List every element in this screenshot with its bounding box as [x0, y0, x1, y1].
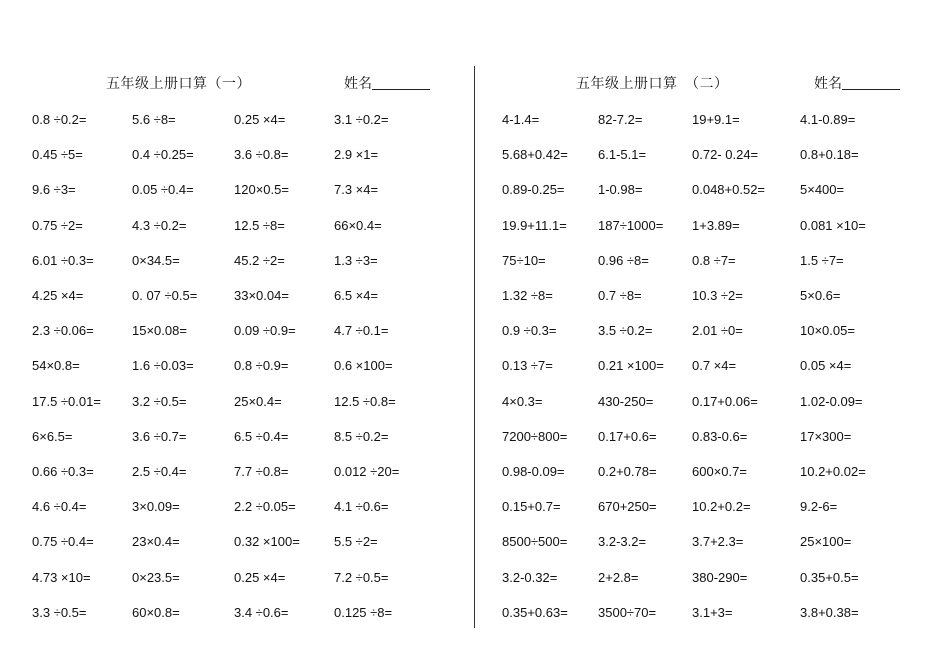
- left-problem: 5.6 ÷8=: [132, 112, 176, 127]
- left-problem: 120×0.5=: [234, 182, 289, 198]
- right-problem: 430-250=: [598, 393, 654, 409]
- right-problem: 1.02-0.09=: [800, 393, 863, 409]
- left-problem: 0. 07 ÷0.5=: [132, 288, 198, 303]
- right-problem: 670+250=: [598, 499, 657, 515]
- right-problem: 4-1.4=: [502, 112, 540, 127]
- right-problem: 10×0.05=: [800, 323, 855, 339]
- right-name-field: [814, 73, 900, 93]
- left-problem: 54×0.8=: [32, 358, 80, 374]
- right-problem: 0.8 ÷7=: [692, 252, 736, 268]
- right-problem: 3.5 ÷0.2=: [598, 323, 653, 339]
- left-problem: 15×0.08=: [132, 323, 187, 339]
- left-problem: 0×23.5=: [132, 569, 180, 585]
- right-problem: 5×400=: [800, 182, 845, 198]
- right-problem: 0.96 ÷8=: [598, 252, 649, 268]
- left-problem: 4.3 ÷0.2=: [132, 217, 187, 233]
- left-problem: 0.66 ÷0.3=: [32, 464, 94, 479]
- right-problem: 380-290=: [692, 569, 748, 585]
- left-problem: 3.3 ÷0.5=: [32, 604, 87, 620]
- right-problem: 0.9 ÷0.3=: [502, 323, 557, 339]
- right-problem: 3500÷70=: [598, 604, 657, 620]
- right-problem: 3.2-0.32=: [502, 569, 558, 585]
- left-problem: 12.5 ÷0.8=: [334, 393, 396, 409]
- left-problem: 2.9 ×1=: [334, 147, 379, 163]
- right-name-blank: [842, 75, 900, 90]
- right-problem: 0.081 ×10=: [800, 217, 866, 233]
- left-problem: 23×0.4=: [132, 534, 180, 550]
- right-problem: 2+2.8=: [598, 569, 639, 585]
- left-problem: 66×0.4=: [334, 217, 382, 233]
- right-problem: 7200÷800=: [502, 428, 568, 444]
- left-problem: 3.6 ÷0.7=: [132, 428, 187, 444]
- right-name-label: 姓名: [814, 76, 842, 92]
- right-problem: 3.7+2.3=: [692, 534, 744, 550]
- right-problem: 8500÷500=: [502, 534, 568, 550]
- right-problem: 9.2-6=: [800, 499, 838, 515]
- right-problem: 600×0.7=: [692, 464, 747, 479]
- left-title: 五年级上册口算（一）: [106, 76, 251, 92]
- left-problem: 2.2 ÷0.05=: [234, 499, 296, 515]
- right-problem: 0.17+0.06=: [692, 393, 758, 409]
- left-problem: 0.32 ×100=: [234, 534, 300, 550]
- left-name-label: 姓名: [344, 76, 372, 92]
- left-problem: 3.1 ÷0.2=: [334, 112, 389, 127]
- right-problem: 0.98-0.09=: [502, 464, 565, 479]
- right-problem: 187÷1000=: [598, 217, 664, 233]
- right-problem: 6.1-5.1=: [598, 147, 647, 163]
- right-problem: 3.8+0.38=: [800, 604, 859, 620]
- left-problem: 4.73 ×10=: [32, 569, 91, 585]
- left-name-blank: [372, 75, 430, 90]
- right-problem: 0.05 ×4=: [800, 358, 852, 374]
- right-problem: 82-7.2=: [598, 112, 643, 127]
- right-problem: 19+9.1=: [692, 112, 740, 127]
- left-problem: 4.1 ÷0.6=: [334, 499, 389, 515]
- left-problem: 45.2 ÷2=: [234, 252, 285, 268]
- right-problem: 4.1-0.89=: [800, 112, 856, 127]
- left-problem: 9.6 ÷3=: [32, 182, 76, 198]
- left-problem: 0.012 ÷20=: [334, 464, 400, 479]
- right-problem: 0.048+0.52=: [692, 182, 766, 198]
- left-problem: 17.5 ÷0.01=: [32, 393, 101, 409]
- left-problem: 0×34.5=: [132, 252, 180, 268]
- right-problem: 1+3.89=: [692, 217, 740, 233]
- left-problem: 0.8 ÷0.2=: [32, 112, 87, 127]
- left-problem: 6.5 ÷0.4=: [234, 428, 289, 444]
- right-problem: 0.89-0.25=: [502, 182, 565, 198]
- right-problem: 0.72- 0.24=: [692, 147, 759, 163]
- left-problem: 0.05 ÷0.4=: [132, 182, 194, 198]
- left-problem: 3×0.09=: [132, 499, 180, 515]
- right-problem: 0.2+0.78=: [598, 464, 657, 479]
- right-problem: 0.21 ×100=: [598, 358, 664, 374]
- right-problem: 0.13 ÷7=: [502, 358, 553, 374]
- right-problem: 10.2+0.2=: [692, 499, 751, 515]
- left-problem: 4.25 ×4=: [32, 288, 84, 303]
- left-problem: 0.09 ÷0.9=: [234, 323, 296, 339]
- right-problem: 0.15+0.7=: [502, 499, 561, 515]
- right-problem: 0.7 ×4=: [692, 358, 737, 374]
- left-problem: 2.5 ÷0.4=: [132, 464, 187, 479]
- right-title: 五年级上册口算 （二）: [576, 76, 729, 92]
- right-problem: 0.17+0.6=: [598, 428, 657, 444]
- right-problem: 17×300=: [800, 428, 852, 444]
- left-problem: 60×0.8=: [132, 604, 180, 620]
- right-problem: 0.7 ÷8=: [598, 288, 642, 303]
- left-problem: 12.5 ÷8=: [234, 217, 285, 233]
- left-problem: 7.2 ÷0.5=: [334, 569, 389, 585]
- right-problem: 10.3 ÷2=: [692, 288, 743, 303]
- page-divider: [474, 66, 475, 628]
- right-problem: 10.2+0.02=: [800, 464, 866, 479]
- right-problem: 0.35+0.5=: [800, 569, 859, 585]
- left-problem: 0.75 ÷2=: [32, 217, 83, 233]
- right-problem: 2.01 ÷0=: [692, 323, 743, 339]
- left-problem: 6.5 ×4=: [334, 288, 379, 303]
- right-problem: 5.68+0.42=: [502, 147, 568, 163]
- right-problem: 5×0.6=: [800, 288, 841, 303]
- left-problem: 5.5 ÷2=: [334, 534, 378, 550]
- left-problem: 6.01 ÷0.3=: [32, 252, 94, 268]
- left-name-field: [344, 73, 430, 93]
- left-problem: 0.4 ÷0.25=: [132, 147, 194, 163]
- left-problem: 4.6 ÷0.4=: [32, 499, 87, 515]
- right-problem: 25×100=: [800, 534, 852, 550]
- right-problem: 1-0.98=: [598, 182, 643, 198]
- right-problem: 75÷10=: [502, 252, 546, 268]
- left-problem: 0.25 ×4=: [234, 112, 286, 127]
- right-problem: 0.35+0.63=: [502, 604, 568, 620]
- right-problem: 1.5 ÷7=: [800, 252, 844, 268]
- left-problem: 0.45 ÷5=: [32, 147, 83, 163]
- left-problem: 0.25 ×4=: [234, 569, 286, 585]
- left-problem: 0.125 ÷8=: [334, 604, 393, 620]
- left-problem: 0.6 ×100=: [334, 358, 393, 374]
- left-problem: 1.6 ÷0.03=: [132, 358, 194, 374]
- left-problem: 6×6.5=: [32, 428, 73, 444]
- right-problem: 0.8+0.18=: [800, 147, 859, 163]
- right-problem: 4×0.3=: [502, 393, 543, 409]
- right-problem: 19.9+11.1=: [502, 217, 567, 233]
- left-problem: 0.8 ÷0.9=: [234, 358, 289, 374]
- right-problem: 0.83-0.6=: [692, 428, 748, 444]
- left-problem: 7.3 ×4=: [334, 182, 379, 198]
- left-problem: 3.4 ÷0.6=: [234, 604, 289, 620]
- right-problem: 3.1+3=: [692, 604, 733, 620]
- left-problem: 1.3 ÷3=: [334, 252, 378, 268]
- left-problem: 4.7 ÷0.1=: [334, 323, 389, 339]
- left-problem: 8.5 ÷0.2=: [334, 428, 389, 444]
- left-problem: 7.7 ÷0.8=: [234, 464, 289, 479]
- left-problem: 0.75 ÷0.4=: [32, 534, 94, 550]
- left-problem: 25×0.4=: [234, 393, 282, 409]
- right-problem: 3.2-3.2=: [598, 534, 647, 550]
- left-problem: 2.3 ÷0.06=: [32, 323, 94, 339]
- left-problem: 3.6 ÷0.8=: [234, 147, 289, 163]
- right-problem: 1.32 ÷8=: [502, 288, 553, 303]
- left-problem: 3.2 ÷0.5=: [132, 393, 187, 409]
- left-problem: 33×0.04=: [234, 288, 289, 303]
